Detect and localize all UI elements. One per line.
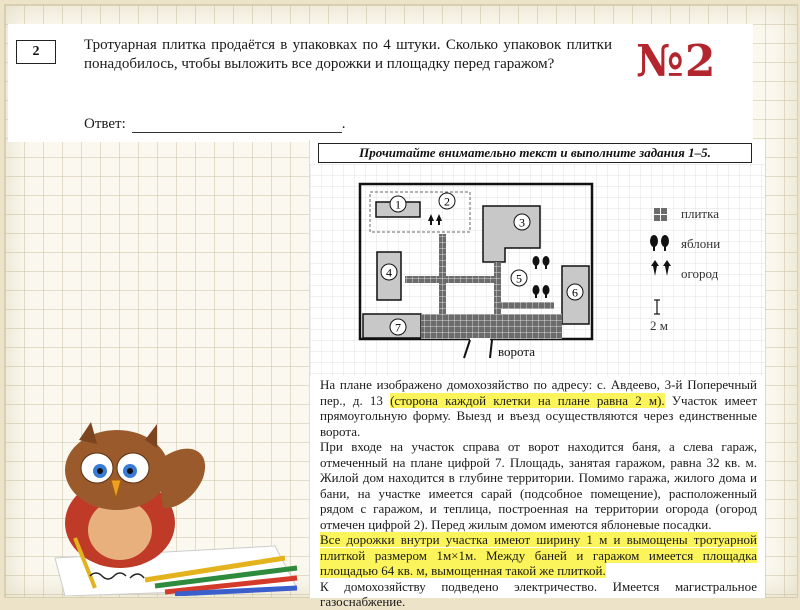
paragraph-text: На плане изображено домохозяйство по адресу: с. Авдеево, 3-й Поперечный пер., д. 13 (320, 377, 757, 408)
textbook-body (320, 377, 757, 610)
plan-number-1: 1 (395, 197, 401, 212)
plan-number-3: 3 (519, 215, 525, 230)
label-circle (381, 264, 397, 280)
legend-apple-label: яблони (681, 236, 721, 251)
paragraph-text: При входе на участок справа от ворот находится баня, а слева гараж, отмеченный на плане цифрой 7. Площадь, занятая гаражом, равна 32 кв. м. Жилой дом находится в глубине территории. Помимо гаража, жилого дома и бани, на участке имеется сарай (подсобное помещение), расположенный рядом с гаражом, и теплица, построенная на территории огорода (огород отмечен цифрой 2). Перед жилым домом имеются яблоневые посадки. (320, 439, 757, 532)
label-circle (567, 284, 583, 300)
highlighted-text: (сторона каждой клетки на плане равна 2 м). (390, 392, 665, 408)
answer-line (132, 118, 342, 133)
paragraph-text: К домохозяйству подведено электричество. Имеется магистральное газоснабжение. (320, 578, 757, 609)
plan-diagram (310, 164, 765, 376)
highlighted-text: Все дорожки внутри участка имеют ширину 1 м и вымощены тротуарной плиткой размером 1м×1м. Между баней и гаражом имеется площадка площадью 64 кв. м, вымощенная такой же плиткой. (320, 532, 757, 578)
paragraph (320, 532, 757, 579)
gate-opening (470, 338, 490, 342)
answer-label: Ответ: (84, 116, 126, 132)
paragraph (320, 439, 757, 532)
path-tile (439, 234, 446, 314)
path-tile (405, 276, 495, 283)
label-circle (390, 319, 406, 335)
textbook-header: Прочитайте внимательно текст и выполните задания 1–5. (318, 143, 752, 163)
plan-number-6: 6 (572, 285, 578, 300)
label-circle (514, 214, 530, 230)
plan-number-5: 5 (516, 271, 522, 286)
answer-row: Ответ: . (84, 116, 346, 132)
legend-garden-label: огород (681, 266, 719, 281)
label-circle (390, 196, 406, 212)
legend-tile-label: плитка (681, 206, 719, 221)
gate-label: ворота (498, 344, 535, 359)
tiled-platform (421, 314, 562, 339)
path-tile (494, 302, 554, 309)
paragraph (320, 579, 757, 610)
plan-number-2: 2 (444, 194, 450, 209)
textbook-page (309, 140, 765, 609)
task-number-box: 2 (16, 40, 56, 64)
plan-number-7: 7 (395, 320, 401, 335)
owl-wing (157, 449, 205, 509)
owl-mascot-illustration (35, 418, 305, 596)
paragraph (320, 377, 757, 439)
label-circle (439, 193, 455, 209)
scale-label: 2 м (650, 318, 668, 333)
slide-number: №2 (636, 36, 717, 87)
plan-number-4: 4 (386, 265, 392, 280)
label-circle (511, 270, 527, 286)
task-question: Тротуарная плитка продаётся в упаковках по 4 штуки. Сколько упаковок плитки понадобилось, чтобы выложить все дорожки и площадку перед гаражом? (84, 37, 612, 72)
paragraph-text: Участок имеет прямоугольную форму. Выезд и въезд осуществляются через единственные ворота. (320, 392, 758, 439)
